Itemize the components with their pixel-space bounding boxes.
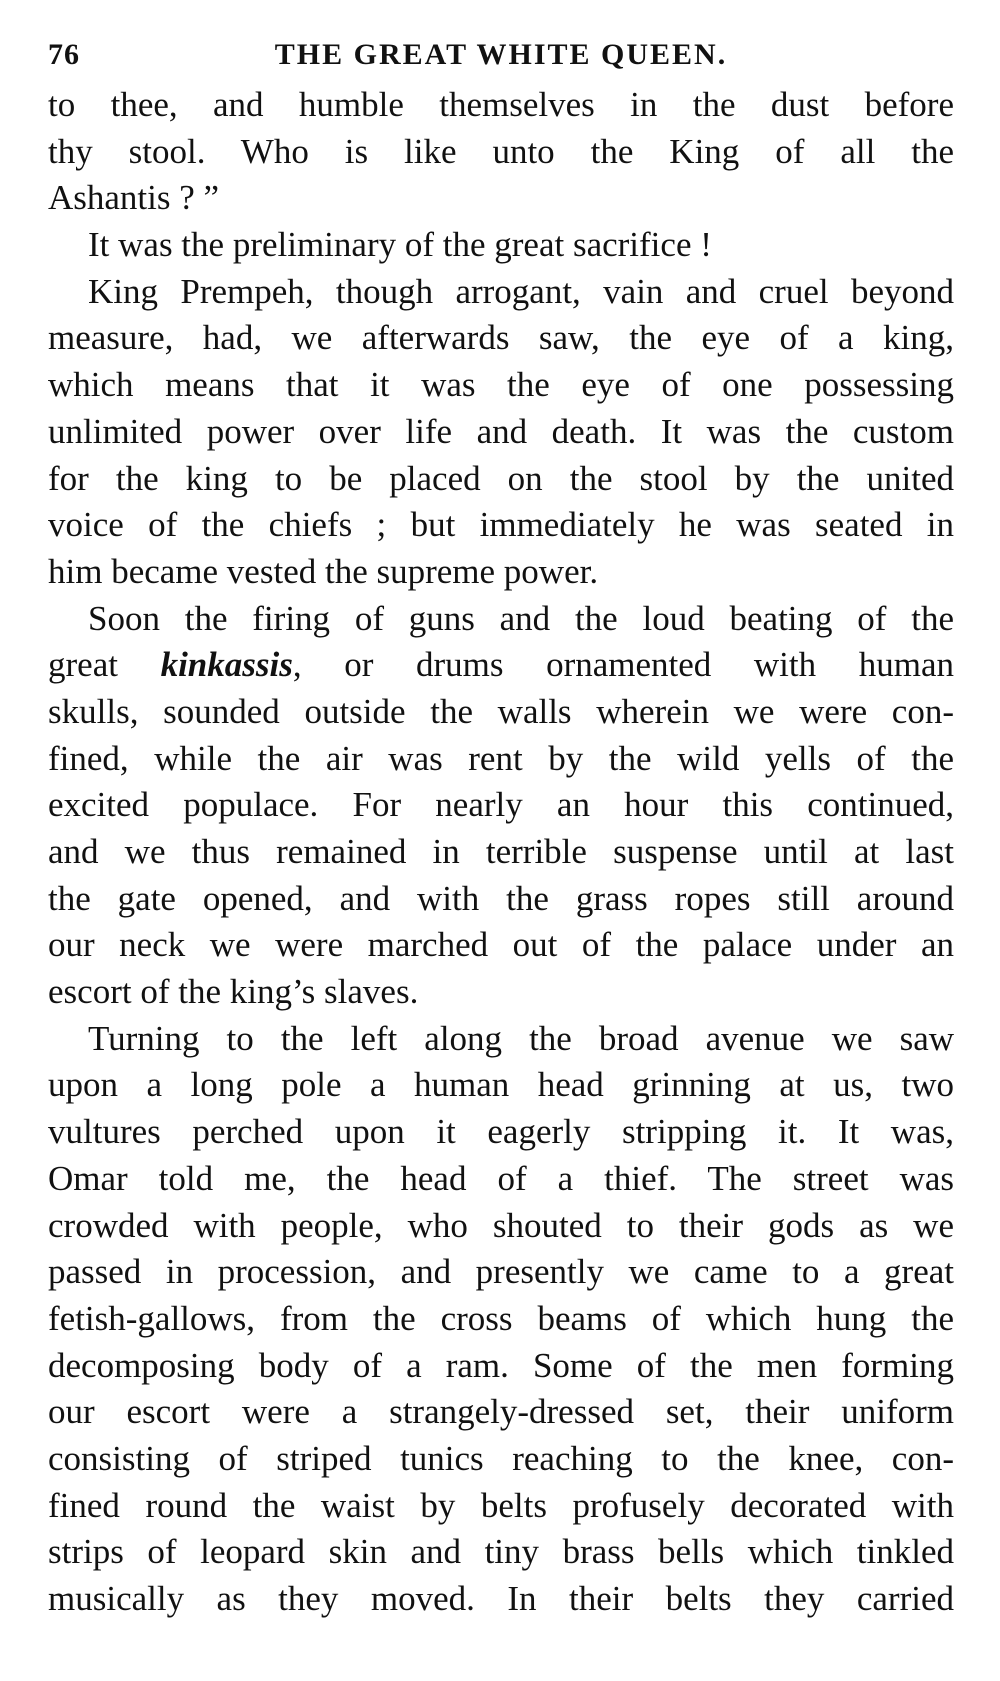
text-line: Omar told me, the head of a thief. The street was	[48, 1158, 954, 1198]
text-line: and we thus remained in terrible suspense until at last	[48, 832, 954, 871]
text-line: vultures perched upon it eagerly stripping it. It was,	[48, 1112, 954, 1152]
text-line: upon a long pole a human head grinning at us, two	[48, 1065, 954, 1105]
text-line: fetish-gallows, from the cross beams of which hung the	[48, 1298, 954, 1338]
paragraph-4	[48, 596, 954, 1016]
text-line: for the king to be placed on the stool by the united	[48, 458, 954, 498]
text-line: crowded with people, who shouted to their gods as we	[48, 1205, 954, 1245]
text-line: Ashantis ? ”	[48, 178, 220, 218]
text-line: musically as they moved. In their belts they carried	[48, 1579, 954, 1618]
page-number: 76	[48, 38, 80, 71]
text-line: to thee, and humble themselves in the dust before	[48, 85, 954, 124]
italic-suffix: , or drums ornamented with human	[292, 645, 954, 685]
text-line: which means that it was the eye of one possessing	[48, 365, 954, 405]
text-line: him became vested the supreme power.	[48, 551, 599, 591]
italic-prefix: great	[48, 645, 161, 685]
text-line: strips of leopard skin and tiny brass bells which tinkled	[48, 1532, 954, 1572]
text-line: the gate opened, and with the grass ropes still around	[48, 878, 954, 918]
text-line: skulls, sounded outside the walls wherein we were con-	[48, 691, 954, 731]
body-text	[48, 82, 954, 1623]
text-line: our escort were a strangely-dressed set, their uniform	[48, 1392, 954, 1432]
text-line: consisting of striped tunics reaching to the knee, con-	[48, 1438, 954, 1478]
text-line: escort of the king’s slaves.	[48, 972, 419, 1012]
text-line: It was the preliminary of the great sacrifice !	[88, 225, 712, 265]
text-line: fined round the waist by belts profusely decorated with	[48, 1485, 954, 1525]
text-line: fined, while the air was rent by the wild yells of the	[48, 738, 954, 778]
text-line: excited populace. For nearly an hour this continued,	[48, 785, 954, 825]
text-line: King Prempeh, though arrogant, vain and cruel beyond	[88, 271, 954, 311]
text-line: passed in procession, and presently we came to a great	[48, 1252, 954, 1292]
paragraph-5	[48, 1016, 954, 1623]
text-line: decomposing body of a ram. Some of the men forming	[48, 1345, 954, 1385]
text-line: voice of the chiefs ; but immediately he was seated in	[48, 505, 954, 545]
text-line: unlimited power over life and death. It was the custom	[48, 411, 954, 451]
italic-term: kinkassis	[160, 645, 293, 685]
page-header	[48, 38, 954, 82]
text-line: our neck we were marched out of the palace under an	[48, 925, 954, 965]
text-line: Soon the firing of guns and the loud beating of the	[88, 598, 954, 638]
paragraph-1	[48, 82, 954, 222]
text-line: measure, had, we afterwards saw, the eye of a king,	[48, 318, 954, 358]
paragraph-2	[48, 222, 954, 269]
book-page	[48, 38, 954, 1623]
paragraph-3	[48, 269, 954, 596]
running-title: THE GREAT WHITE QUEEN.	[274, 38, 728, 71]
text-line: thy stool. Who is like unto the King of all the	[48, 131, 954, 171]
text-line: Turning to the left along the broad avenue we saw	[88, 1018, 954, 1058]
text-line-with-italic	[48, 642, 954, 689]
